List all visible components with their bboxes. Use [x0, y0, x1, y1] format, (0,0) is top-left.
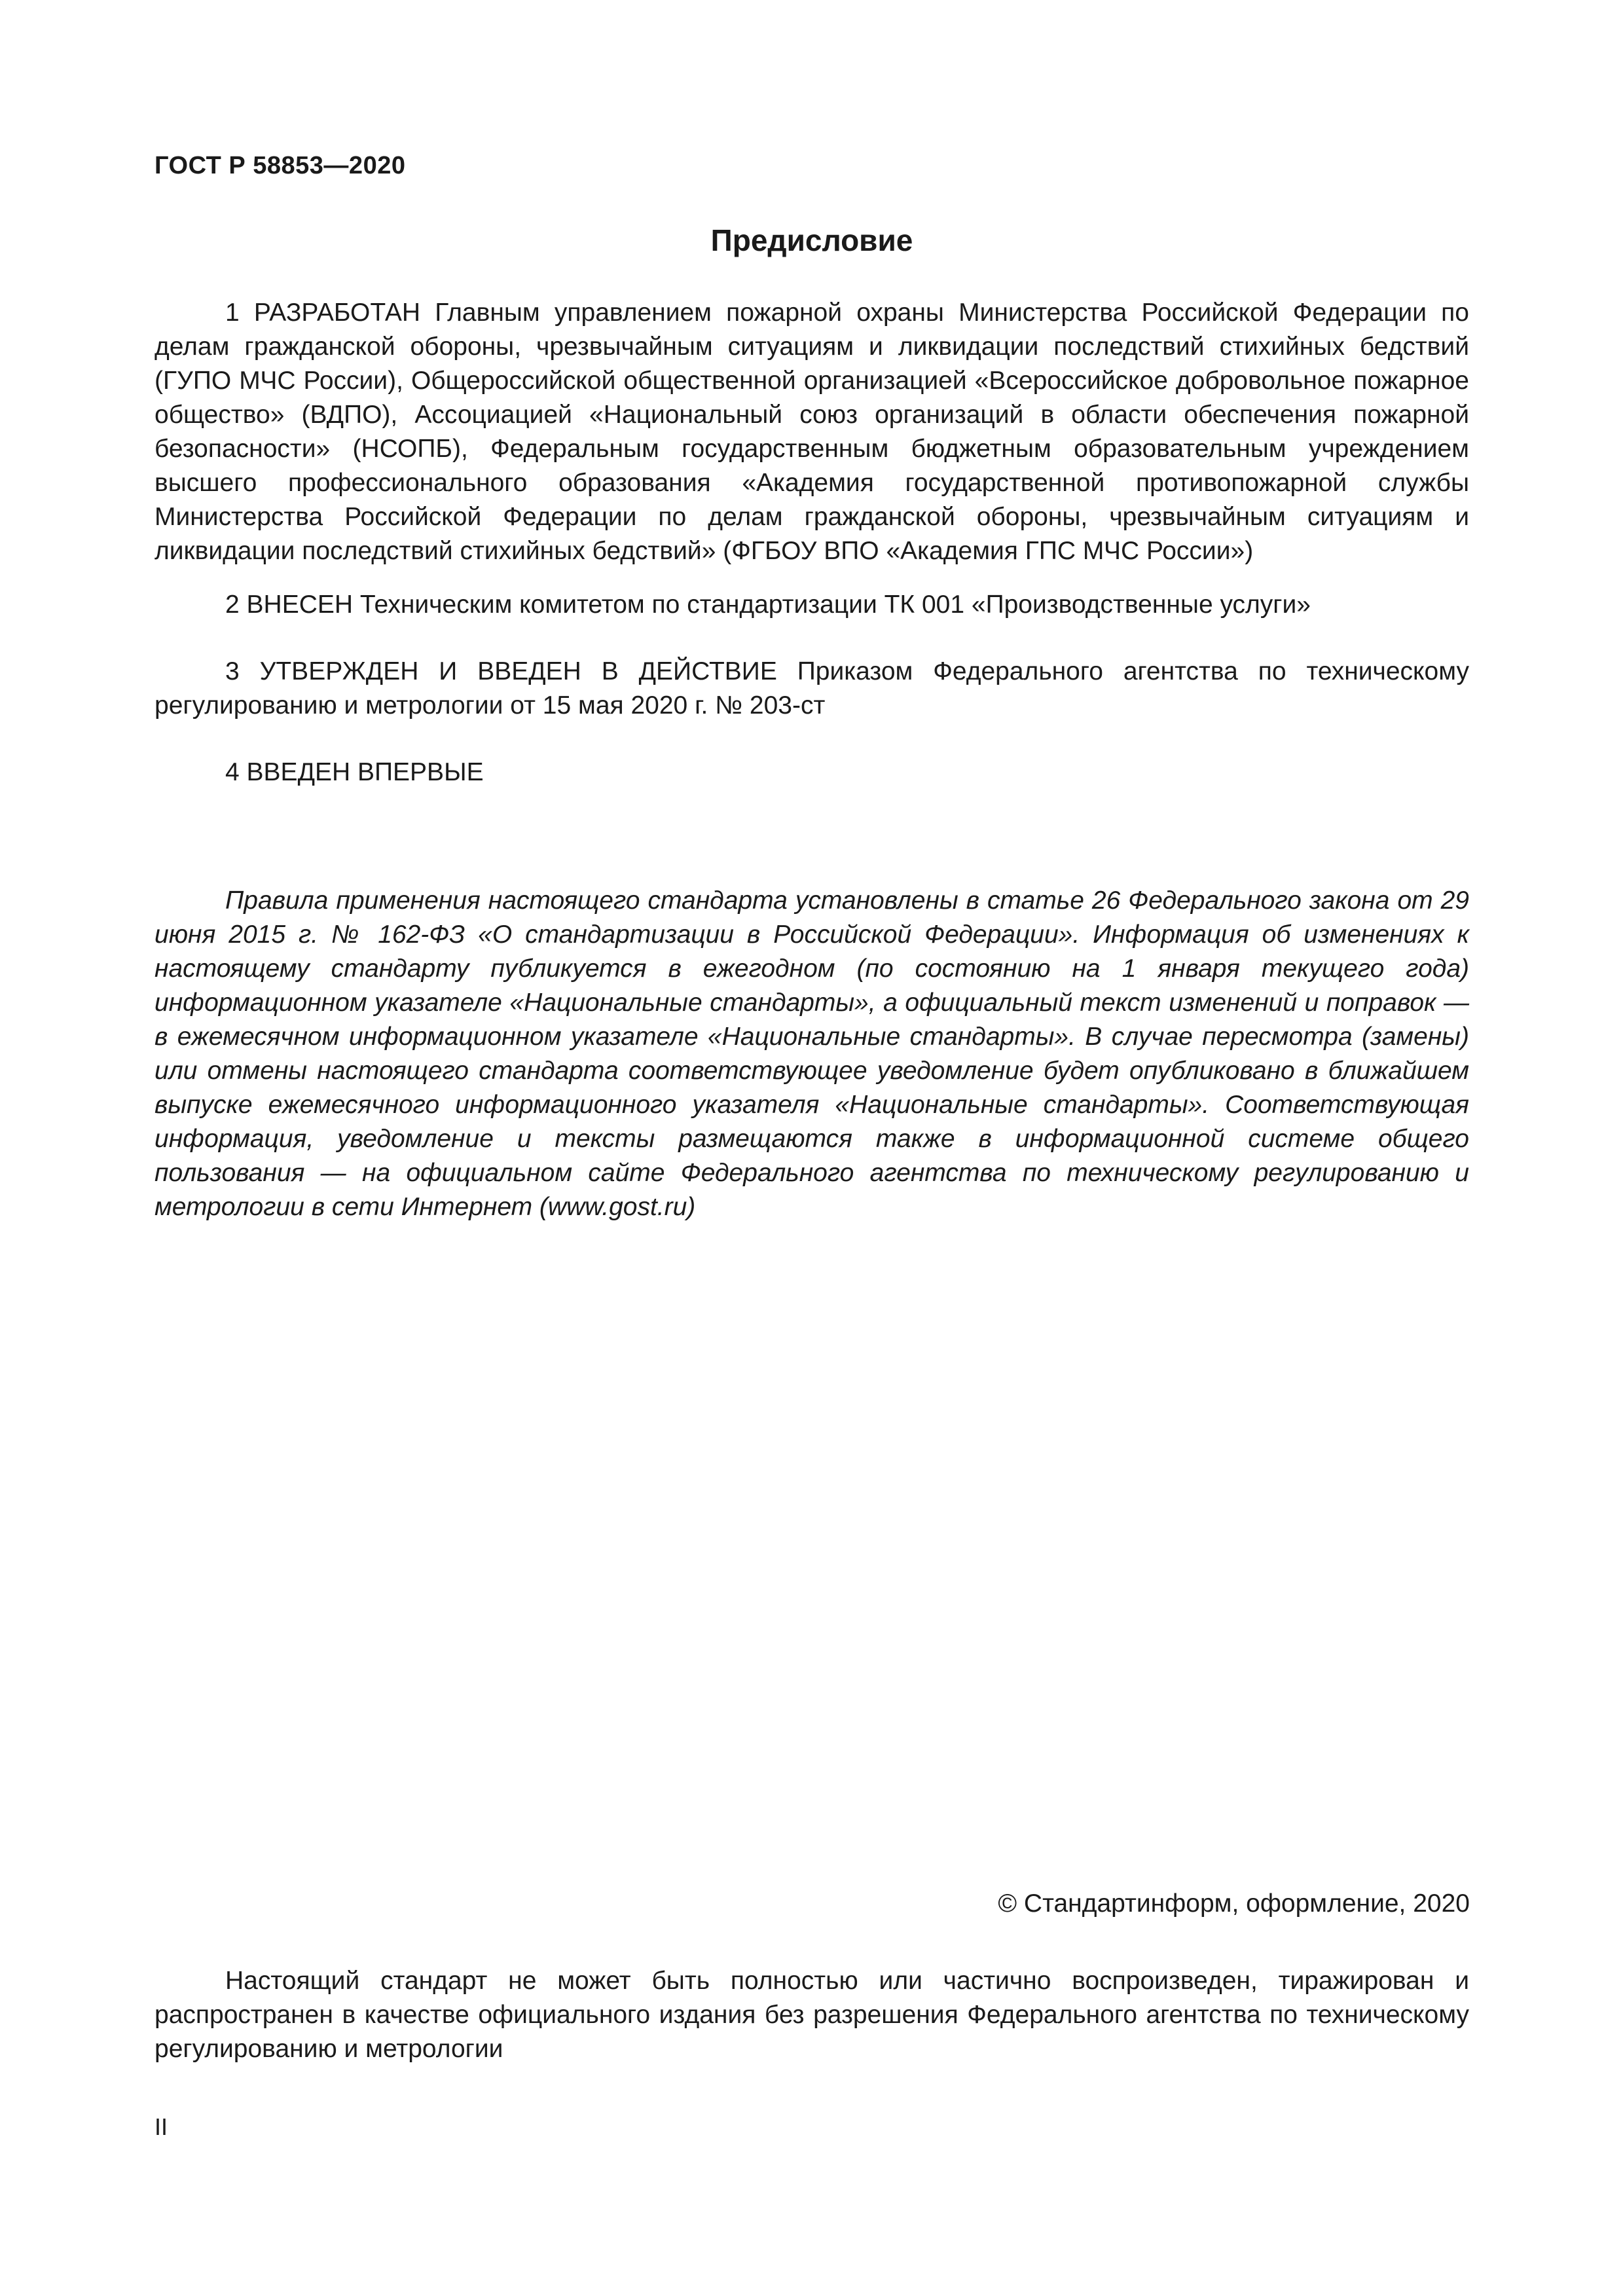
preface-item-3: 3 УТВЕРЖДЕН И ВВЕДЕН В ДЕЙСТВИЕ Приказом Федерального агентства по техническому регулированию и метрологии от 15 мая 2020 г. № 203-ст	[155, 657, 1469, 720]
preface-item-2: 2 ВНЕСЕН Техническим комитетом по стандартизации ТК 001 «Производственные услуги»	[225, 591, 1311, 619]
reproduction-notice: Настоящий стандарт не может быть полностью или частично воспроизведен, тиражирован и распространен в качестве официального издания без разрешения Федерального агентства по техническому регулированию и метрологии	[155, 1967, 1469, 2063]
preface-item-1: 1 РАЗРАБОТАН Главным управлением пожарной охраны Министерства Российской Федерации по делам гражданской обороны, чрезвычайным ситуациям и ликвидации последствий стихийных бедствий (ГУПО МЧС России), Общероссийской общественной организацией «Всероссийское добровольное пожарное общество» (ВДПО), Ассоциацией «Национальный союз организаций в области обеспечения пожарной безопасности» (НСОПБ), Федеральным государственным бюджетным образовательным учреждением высшего профессионального образования «Академия государственной противопожарной службы Министерства Российской Федерации по делам гражданской обороны, чрезвычайным ситуациям и ликвидации последствий стихийных бедствий» (ФГБОУ ВПО «Академия ГПС МЧС России»)	[155, 299, 1469, 565]
copyright-line: © Стандартинформ, оформление, 2020	[998, 1889, 1470, 1918]
section-title: Предисловие	[710, 223, 913, 257]
application-rules-notice: Правила применения настоящего стандарта установлены в статье 26 Федерального закона от 29 июня 2015 г. № 162-ФЗ «О стандартизации в Российской Федерации». Информация об изменениях к настоящему стандарту публикуется в ежегодном (по состоянию на 1 января текущего года) информационном указателе «Национальные стандарты», а официальный текст изменений и поправок — в ежемесячном информационном указателе «Национальные стандарты». В случае пересмотра (замены) или отмены настоящего стандарта соответствующее уведомление будет опубликовано в ближайшем выпуске ежемесячного информационного указателя «Национальные стандарты». Соответствующая информация, уведомление и тексты размещаются также в информационной системе общего пользования — на официальном сайте Федерального агентства по техническому регулированию и метрологии в сети Интернет (www.gost.ru)	[155, 886, 1469, 1221]
page-number: II	[155, 2113, 168, 2140]
document-code: ГОСТ Р 58853—2020	[155, 152, 406, 179]
preface-item-4: 4 ВВЕДЕН ВПЕРВЫЕ	[225, 758, 484, 786]
